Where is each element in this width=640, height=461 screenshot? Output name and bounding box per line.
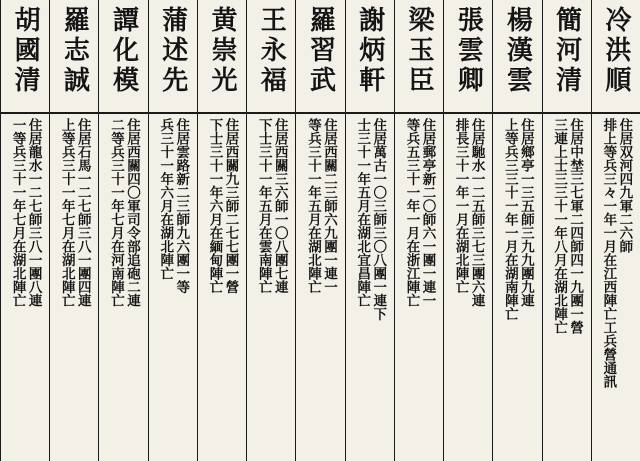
detail-line: 下士三十一年五月在雲南陣亡 [255, 118, 272, 294]
soldier-name: 楊漢雲 [502, 6, 533, 96]
divider [444, 112, 492, 114]
detail-line: 住居鄉亭一三五師三九九團九連 [517, 118, 534, 307]
soldier-name: 簡河清 [551, 6, 582, 96]
detail-line: 一等兵三十一年七月在湖北陣亡 [9, 118, 26, 307]
detail-line: 二等兵三十一年七月在河南陣亡 [108, 118, 125, 307]
entry-details [50, 118, 98, 461]
detail-line: 上等兵三十一年七月在湖北陣亡 [58, 118, 75, 307]
detail-line: 住居石馬一二七師三八一團四連 [74, 118, 91, 307]
divider [1, 112, 49, 114]
divider [395, 112, 443, 114]
detail-line: 下士三十一年六月在緬甸陣亡 [206, 118, 223, 294]
divider [296, 112, 344, 114]
divider [247, 112, 295, 114]
entry-details [198, 118, 246, 461]
soldier-name: 胡國清 [10, 6, 41, 96]
entry-details [543, 118, 591, 461]
roster-entry [395, 0, 444, 461]
roster-entry [296, 0, 345, 461]
detail-line: 等兵三十一年五月在湖北陣亡 [304, 118, 321, 294]
entry-details [493, 118, 541, 461]
roster-entry [346, 0, 395, 461]
divider [543, 112, 591, 114]
divider [99, 112, 147, 114]
detail-line: 住居西關九三師二七七團一營 [222, 118, 239, 294]
detail-line: 排長三十一年一月在湖北陣亡 [452, 118, 469, 294]
roster-entry [99, 0, 148, 461]
soldier-name: 張雲卿 [453, 6, 484, 96]
detail-line: 上等兵三三十一年一月在湖南陣亡 [501, 118, 518, 321]
detail-line: 住居馳水一二五師三七三團六連 [468, 118, 485, 307]
detail-line: 住居龍水一二七師三八一團八連 [25, 118, 42, 307]
detail-line: 住居双河四九軍二六師 [616, 118, 633, 253]
entry-details [395, 118, 443, 461]
detail-line: 排上等兵三々一年一月在江西陣亡工兵營通訊 [600, 118, 617, 388]
roster-entry [444, 0, 493, 461]
entry-details [247, 118, 295, 461]
roster-entry [198, 0, 247, 461]
entry-details [592, 118, 640, 461]
detail-line: 住居萬古一〇三師三〇八團一連下 [370, 118, 387, 321]
detail-line: 住居西關三六師一〇八團七連 [271, 118, 288, 294]
roster-entry [493, 0, 542, 461]
entry-details [1, 118, 49, 461]
roster-entry [247, 0, 296, 461]
soldier-name: 譚化模 [108, 6, 139, 96]
detail-line: 三連上士三三十一年八月在湖北陣亡 [551, 118, 568, 334]
soldier-name: 羅志誠 [59, 6, 90, 96]
detail-line: 住居西關二三師六九團一連一 [320, 118, 337, 294]
entry-details [346, 118, 394, 461]
detail-line: 住居雲路新二三師九六團一等 [173, 118, 190, 294]
divider [198, 112, 246, 114]
roster-entry [149, 0, 198, 461]
soldier-name: 黄崇光 [207, 6, 238, 96]
soldier-name: 梁玉臣 [403, 6, 434, 96]
divider [149, 112, 197, 114]
entry-details [99, 118, 147, 461]
divider [50, 112, 98, 114]
roster-entry [592, 0, 640, 461]
detail-line: 住居郵亭新二〇師六一團一連一 [419, 118, 436, 307]
detail-line: 住居西關四〇軍司令部追砲二連 [124, 118, 141, 307]
entry-details [296, 118, 344, 461]
detail-line: 住居中埜三七軍二四師四一九團一營 [567, 118, 584, 334]
soldier-name: 謝炳軒 [354, 6, 385, 96]
roster-entry [50, 0, 99, 461]
soldier-name: 王永福 [256, 6, 287, 96]
detail-line: 等兵五三十一年一月在浙江陣亡 [403, 118, 420, 307]
entry-details [444, 118, 492, 461]
entry-details [149, 118, 197, 461]
detail-line: 士三十一年五月在湖北宜昌陣亡 [354, 118, 371, 307]
divider [346, 112, 394, 114]
soldier-name: 冷洪順 [600, 6, 631, 96]
divider [592, 112, 640, 114]
detail-line: 兵三十一年六月在湖北陣亡 [157, 118, 174, 280]
soldier-name: 羅習武 [305, 6, 336, 96]
roster-entry [543, 0, 592, 461]
divider [493, 112, 541, 114]
roster-entry [0, 0, 50, 461]
soldier-name: 蒲述先 [157, 6, 188, 96]
